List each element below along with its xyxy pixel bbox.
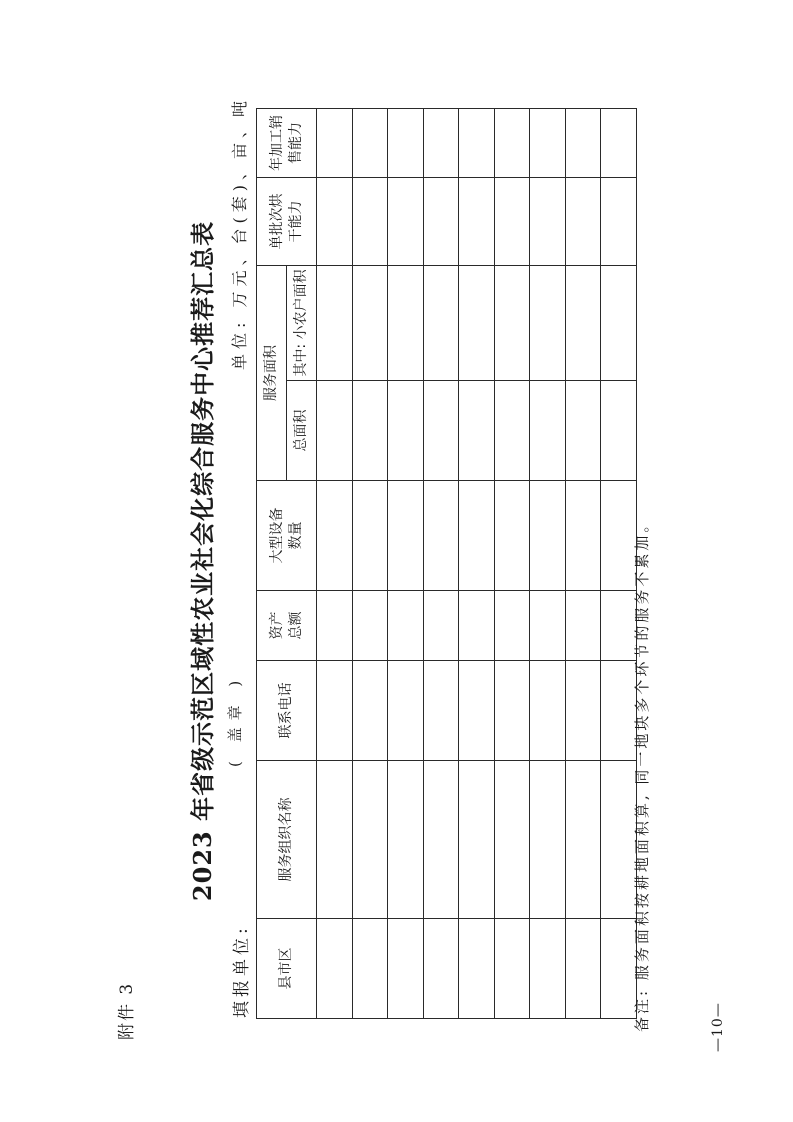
- table-cell[interactable]: [494, 661, 530, 761]
- table-cell[interactable]: [459, 661, 495, 761]
- table-cell[interactable]: [317, 761, 353, 919]
- table-cell[interactable]: [423, 381, 459, 481]
- table-row: [423, 109, 459, 1019]
- table-cell[interactable]: [352, 109, 388, 178]
- table-cell[interactable]: [423, 178, 459, 266]
- header-assets: [257, 591, 317, 661]
- header-assets-text: 资产总额: [269, 611, 304, 640]
- table-cell[interactable]: [352, 381, 388, 481]
- table-cell[interactable]: [494, 381, 530, 481]
- header-county: 县市区: [257, 919, 317, 1019]
- table-row: [317, 109, 353, 1019]
- table-cell[interactable]: [530, 109, 566, 178]
- table-cell[interactable]: [317, 481, 353, 591]
- table-cell[interactable]: [459, 591, 495, 661]
- table-cell[interactable]: [601, 109, 637, 178]
- table-cell[interactable]: [601, 178, 637, 266]
- table-cell[interactable]: [565, 178, 601, 266]
- filler-unit-label: 填报单位:: [232, 924, 252, 1018]
- table-cell[interactable]: [530, 661, 566, 761]
- table-cell[interactable]: [565, 591, 601, 661]
- table-cell[interactable]: [388, 919, 424, 1019]
- table-cell[interactable]: [565, 761, 601, 919]
- table-cell[interactable]: [530, 266, 566, 381]
- table-row: [388, 109, 424, 1019]
- table-cell[interactable]: [352, 661, 388, 761]
- table-cell[interactable]: [494, 266, 530, 381]
- table-cell[interactable]: [317, 591, 353, 661]
- table-cell[interactable]: [459, 266, 495, 381]
- seal-label: ( 盖章 ): [226, 673, 244, 767]
- table-cell[interactable]: [530, 381, 566, 481]
- table-cell[interactable]: [494, 481, 530, 591]
- table-cell[interactable]: [459, 481, 495, 591]
- header-drying-capacity: [257, 178, 317, 266]
- table-row: [459, 109, 495, 1019]
- table-cell[interactable]: [423, 919, 459, 1019]
- attachment-label: 附件 3: [117, 981, 137, 1040]
- table-cell[interactable]: [494, 591, 530, 661]
- table-cell[interactable]: [601, 266, 637, 381]
- table-cell[interactable]: [352, 266, 388, 381]
- table-row: [494, 109, 530, 1019]
- table-cell[interactable]: [494, 919, 530, 1019]
- table-cell[interactable]: [565, 481, 601, 591]
- table-note: 备注: 服务面积按耕地面积算, 同一地块多个环节的服务不累加。: [633, 514, 651, 1032]
- table-cell[interactable]: [459, 761, 495, 919]
- table-cell[interactable]: [494, 761, 530, 919]
- table-cell[interactable]: [565, 919, 601, 1019]
- header-phone: 联系电话: [257, 661, 317, 761]
- table-cell[interactable]: [388, 266, 424, 381]
- header-processing-capacity-text: 年加工销售能力: [269, 115, 304, 171]
- header-large-equipment: [257, 481, 317, 591]
- table-cell[interactable]: [530, 591, 566, 661]
- table-row: [530, 109, 566, 1019]
- table-cell[interactable]: [459, 178, 495, 266]
- table-cell[interactable]: [352, 481, 388, 591]
- header-org-name: 服务组织名称: [257, 761, 317, 919]
- document-title: 2023 年省级示范区域性农业社会化综合服务中心推荐汇总表: [188, 220, 217, 902]
- table-cell[interactable]: [388, 481, 424, 591]
- table-cell[interactable]: [530, 919, 566, 1019]
- table-cell[interactable]: [423, 591, 459, 661]
- table-cell[interactable]: [352, 591, 388, 661]
- table-cell[interactable]: [530, 761, 566, 919]
- table-cell[interactable]: [317, 109, 353, 178]
- summary-table: [256, 108, 637, 1019]
- table-row: [352, 109, 388, 1019]
- table-cell[interactable]: [565, 381, 601, 481]
- table-cell[interactable]: [352, 919, 388, 1019]
- unit-label: 单位: 万元、台(套)、亩、吨: [230, 96, 249, 370]
- header-total-area: 总面积: [287, 381, 317, 481]
- table-cell[interactable]: [494, 109, 530, 178]
- table-cell[interactable]: [459, 919, 495, 1019]
- table-cell[interactable]: [317, 919, 353, 1019]
- table-cell[interactable]: [317, 266, 353, 381]
- table-cell[interactable]: [423, 761, 459, 919]
- table-cell[interactable]: [317, 381, 353, 481]
- table-cell[interactable]: [317, 661, 353, 761]
- table-cell[interactable]: [423, 481, 459, 591]
- table-cell[interactable]: [459, 109, 495, 178]
- table-cell[interactable]: [388, 591, 424, 661]
- table-cell[interactable]: [494, 178, 530, 266]
- table-cell[interactable]: [352, 178, 388, 266]
- table-cell[interactable]: [530, 178, 566, 266]
- page-number: —10—: [710, 1002, 726, 1052]
- table-row: [565, 109, 601, 1019]
- table-cell[interactable]: [423, 661, 459, 761]
- table-cell[interactable]: [601, 381, 637, 481]
- table-cell[interactable]: [352, 761, 388, 919]
- header-service-area: 服务面积: [257, 266, 287, 481]
- header-smallholder-area: 其中: 小农户面积: [287, 266, 317, 381]
- table-cell[interactable]: [388, 109, 424, 178]
- table-cell[interactable]: [530, 481, 566, 591]
- table-cell[interactable]: [565, 266, 601, 381]
- table-cell[interactable]: [388, 661, 424, 761]
- table-cell[interactable]: [388, 381, 424, 481]
- table-cell[interactable]: [565, 109, 601, 178]
- table-cell[interactable]: [423, 266, 459, 381]
- table-cell[interactable]: [388, 761, 424, 919]
- table-cell[interactable]: [317, 178, 353, 266]
- table-cell[interactable]: [423, 109, 459, 178]
- table-cell[interactable]: [565, 661, 601, 761]
- header-processing-capacity: [257, 109, 317, 178]
- header-drying-capacity-text: 单批次烘干能力: [269, 193, 304, 250]
- table-cell[interactable]: [459, 381, 495, 481]
- table-cell[interactable]: [388, 178, 424, 266]
- header-large-equipment-text: 大型设备数量: [269, 507, 304, 564]
